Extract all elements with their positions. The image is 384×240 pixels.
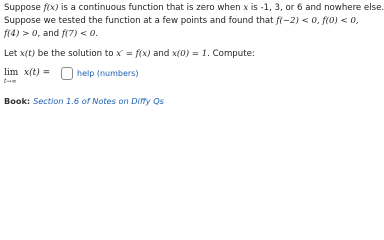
book-section-link[interactable]: Section 1.6 of Notes on Diffy Qs: [33, 96, 164, 106]
limit-operator: lim: [4, 68, 19, 78]
math-ode: x′ = f(x): [116, 49, 151, 59]
limit-expression: x(t) =: [24, 68, 51, 78]
text-4c: and: [150, 49, 173, 59]
math-inequalities-1: f(−2) < 0, f(0) < 0,: [276, 16, 359, 26]
text-3b: .: [95, 29, 99, 39]
math-xt: x(t): [20, 49, 36, 59]
math-fx: f(x): [43, 3, 59, 13]
text-3a: , and: [37, 29, 62, 39]
limit-subscript: t→∞: [4, 78, 17, 85]
help-link[interactable]: help (numbers): [77, 69, 139, 78]
math-f7: f(7) < 0: [61, 29, 96, 39]
math-f4: f(4) > 0: [4, 29, 38, 39]
text-4a: Let: [4, 49, 21, 59]
problem-line-1: [4, 2, 384, 14]
text-2a: Suppose we tested the function at a few points and found that: [4, 16, 277, 26]
text-1a: Suppose: [4, 3, 44, 13]
math-x: x: [243, 3, 249, 13]
book-reference: [4, 96, 164, 106]
problem-line-4: [4, 48, 255, 60]
text-1b: is a continuous function that is zero when: [58, 3, 244, 13]
problem-line-3: [4, 28, 98, 40]
problem-line-2: [4, 15, 359, 27]
text-1c: is -1, 3, or 6 and nowhere else.: [248, 3, 384, 13]
book-label: Book:: [4, 96, 34, 106]
text-4b: be the solution to: [35, 49, 117, 59]
answer-input[interactable]: [61, 67, 73, 80]
math-initial-condition: x(0) = 1: [172, 49, 208, 59]
text-4d: . Compute:: [207, 49, 255, 59]
